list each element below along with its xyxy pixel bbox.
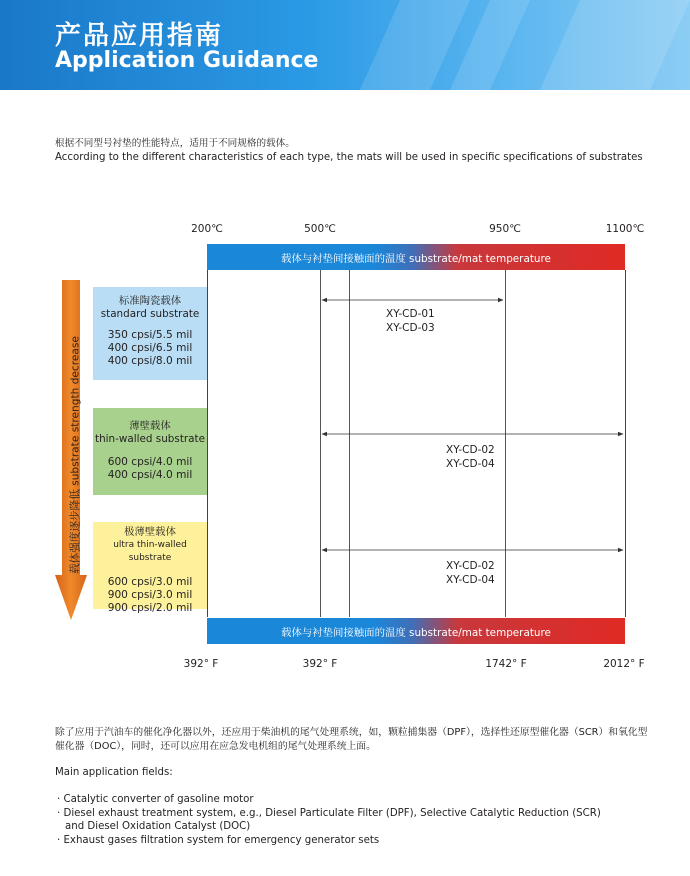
substrate-box-thin-walled [93,408,207,495]
application-list [57,793,601,847]
temperature-bar-label: 载体与衬垫间接触面的温度 substrate/mat temperature [281,252,551,265]
top-tick: 200℃ [191,223,223,235]
list-item: · Catalytic converter of gasoline motor [57,794,254,805]
spec-line: 400 cpsi/6.5 mil [107,342,193,354]
spec-line: 350 cpsi/5.5 mil [107,329,193,341]
spec-line: 600 cpsi/3.0 mil [107,576,193,588]
substrate-name-cn: 极薄壁载体 [124,526,176,538]
application-paragraph-cn: 除了应用于汽油车的催化净化器以外，还应用于柴油机的尾气处理系统，如，颗粒捕集器（DPF），选择性还原型催化器（SCR）和氧化型催化器（DOC），同时，还可以应用在应急发电机组的尾气处理系统上面。 [55,727,648,752]
grade-label: XY-CD-04 [446,574,495,586]
grade-label: XY-CD-02 [446,560,495,572]
bottom-tick: 2012° F [603,658,645,670]
grade-label: XY-CD-03 [386,322,435,334]
top-tick: 1100℃ [605,223,645,235]
main-fields-title: Main application fields: [55,767,173,778]
substrate-box-standard [93,287,207,380]
bottom-tick: 392° F [183,658,219,670]
bottom-tick: 1742° F [485,658,527,670]
list-item: · Exhaust gases filtration system for emergency generator sets [57,834,380,846]
top-tick: 950℃ [489,223,521,235]
grade-label: XY-CD-01 [386,308,435,320]
spec-line: 600 cpsi/4.0 mil [107,456,193,468]
list-item: · Diesel exhaust treatment system, e.g., Diesel Particulate Filter (DPF), Selective Catalytic Reduction (SCR) [57,807,601,819]
bottom-tick: 392° F [302,658,338,670]
grade-label: XY-CD-02 [446,444,495,456]
spec-line: 400 cpsi/8.0 mil [107,355,193,367]
intro-cn: 根据不同型号衬垫的性能特点，适用于不同规格的载体。 [55,138,295,149]
grade-list-row1 [386,307,435,335]
top-tick: 500℃ [304,223,336,235]
strength-decrease-label: 载体强度逐步降低 substrate strength decrease [69,336,82,574]
grade-list-row2 [446,443,495,471]
spec-line: 400 cpsi/4.0 mil [107,469,193,481]
page-title-en: Application Guidance [55,48,319,73]
page-title-cn: 产品应用指南 [55,21,224,51]
substrate-specs [93,329,207,368]
substrate-name-en: standard substrate [100,308,200,320]
temperature-bar-label: 载体与衬垫间接触面的温度 substrate/mat temperature [281,626,551,639]
intro-en: According to the different characteristics of each type, the mats will be used in specific specifications of substrates [55,152,643,163]
spec-line: 900 cpsi/2.0 mil [107,602,193,614]
substrate-specs [93,456,207,482]
substrate-specs [93,576,207,615]
substrate-name-en: thin-walled substrate [95,433,205,445]
grade-list-row3 [446,559,495,587]
substrate-name-cn: 薄壁载体 [129,420,171,432]
spec-line: 900 cpsi/3.0 mil [107,589,193,601]
substrate-name-en: ultra thin-walled substrate [113,540,187,563]
substrate-box-ultra-thin-walled [93,522,207,614]
list-item: and Diesel Oxidation Catalyst (DOC) [65,821,251,832]
grade-label: XY-CD-04 [446,458,495,470]
substrate-name-cn: 标准陶瓷载体 [118,295,182,307]
